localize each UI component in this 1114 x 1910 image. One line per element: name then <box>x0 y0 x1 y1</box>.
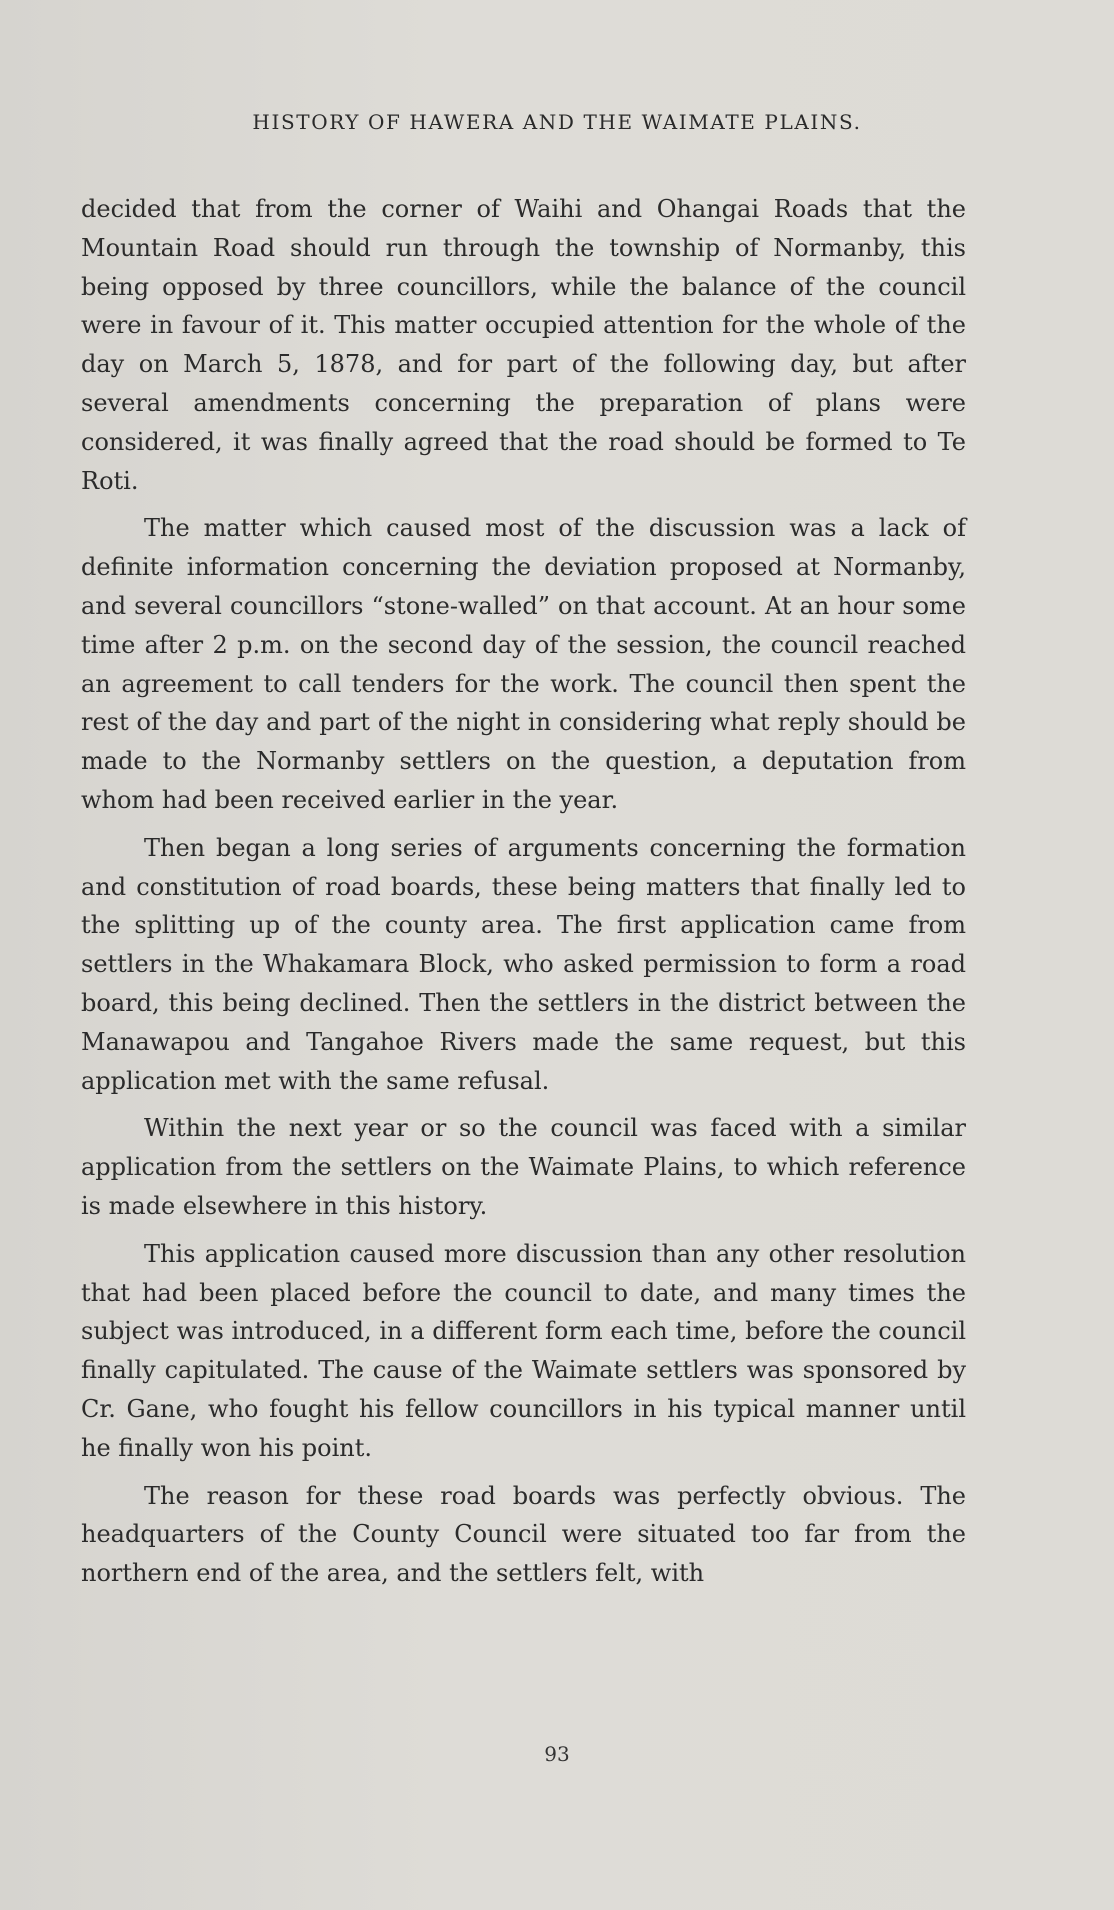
paragraph-1: decided that from the corner of Waihi and Ohangai Roads that the Mountain Road should run through the township of Normanby, this being opposed by three councillors, while the balance of the council were in favour of it. This matter occupied attention for the whole of the day on March 5, 1878, and for part of the following day, but after several amendments concerning the preparation of plans were considered, it was finally agreed that the road should be formed to Te Roti. <box>81 195 966 495</box>
running-header: HISTORY OF HAWERA AND THE WAIMATE PLAINS. <box>252 110 862 134</box>
paragraph-3: Then began a long series of arguments concerning the formation and constitution of road boards, these being matters that finally led to the splitting up of the county area. The first application came from settlers in the Whakamara Block, who asked permission to form a road board, this being declined. Then the settlers in the district between the Manawapou and Tangahoe Rivers made the same request, but this application met with the same refusal. <box>81 833 966 1095</box>
body-text <box>81 190 966 1602</box>
paragraph-4: Within the next year or so the council was faced with a similar application from the settlers on the Waimate Plains, to which reference is made elsewhere in this history. <box>81 1114 966 1220</box>
paragraph-2: The matter which caused most of the discussion was a lack of definite information concerning the deviation proposed at Normanby, and several councillors “stone-walled” on that account. At an hour some time after 2 p.m. on the second day of the session, the council reached an agreement to call tenders for the work. The council then spent the rest of the day and part of the night in considering what reply should be made to the Normanby settlers on the question, a deputation from whom had been received earlier in the year. <box>81 514 966 814</box>
paragraph-5: This application caused more discussion than any other resolution that had been placed before the council to date, and many times the subject was introduced, in a different form each time, before the council finally capitulated. The cause of the Waimate settlers was sponsored by Cr. Gane, who fought his fellow councillors in his typical manner until he finally won his point. <box>81 1239 966 1462</box>
paragraph-6: The reason for these road boards was perfectly obvious. The headquarters of the County Council were situated too far from the northern end of the area, and the settlers felt, with <box>81 1481 966 1588</box>
page-number: 93 <box>544 1742 570 1766</box>
